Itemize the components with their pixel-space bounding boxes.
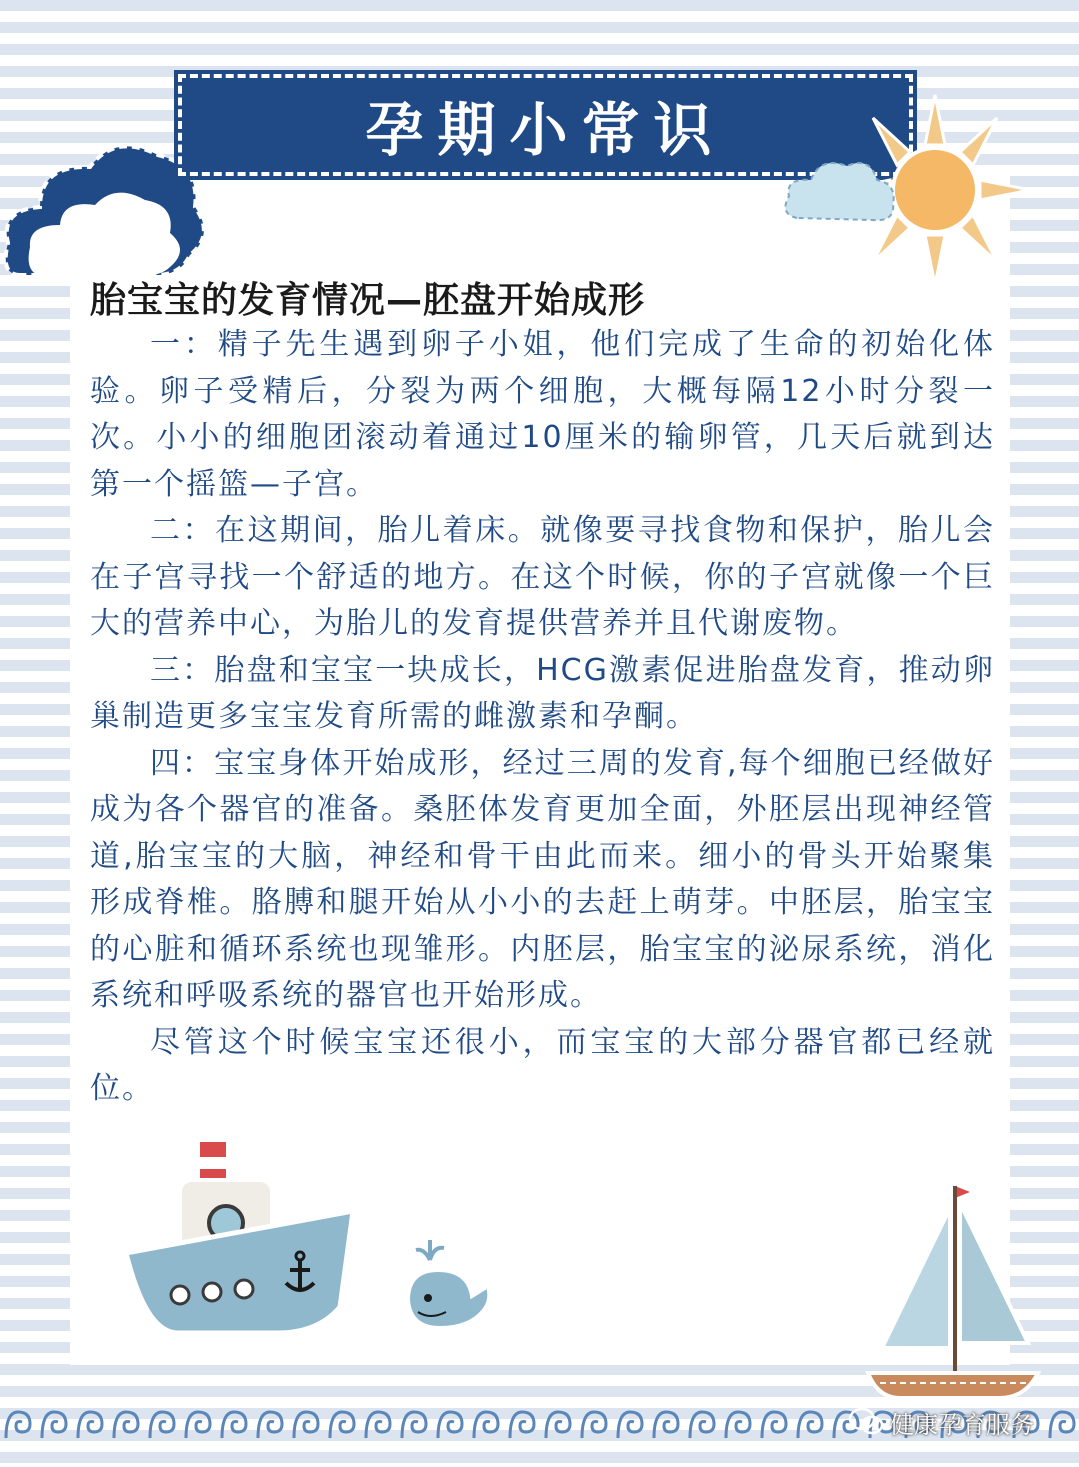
sailboat-icon <box>860 1178 1045 1403</box>
whale-icon <box>400 1240 500 1335</box>
article-heading: 胎宝宝的发育情况—胚盘开始成形 <box>90 280 646 321</box>
paragraph-1: 一：精子先生遇到卵子小姐，他们完成了生命的初始化体验。卵子受精后，分裂为两个细胞，大概每隔12小时分裂一次。小小的细胞团滚动着通过10厘米的输卵管，几天后就到达第一个摇篮—子宫。 <box>90 327 995 502</box>
wechat-icon <box>848 1407 884 1437</box>
ship-icon <box>118 1135 363 1340</box>
watermark-text: 健康孕育服务 <box>890 1410 1034 1439</box>
watermark <box>848 1402 1034 1442</box>
paragraph-4: 四：宝宝身体开始成形，经过三周的发育,每个细胞已经做好成为各个器官的准备。桑胚体发育更加全面，外胚层出现神经管道,胎宝宝的大脑，神经和骨干由此而来。细小的骨头开始聚集形成脊椎。胳膊和腿开始从小小的去赶上萌芽。中胚层，胎宝宝的心脏和循环系统也现雏形。内胚层，胎宝宝的泌尿系统，消化系统和呼吸系统的器官也开始形成。 <box>90 745 995 1013</box>
article-body <box>90 322 995 1113</box>
sun-icon <box>775 78 1030 278</box>
paragraph-3: 三：胎盘和宝宝一块成长，HCG激素促进胎盘发育，推动卵巢制造更多宝宝发育所需的雌激素和孕酮。 <box>90 652 995 734</box>
paragraph-5: 尽管这个时候宝宝还很小，而宝宝的大部分器官都已经就位。 <box>90 1024 995 1106</box>
banner-title: 孕期小常识 <box>365 96 726 164</box>
paragraph-2: 二：在这期间，胎儿着床。就像要寻找食物和保护，胎儿会在子宫寻找一个舒适的地方。在这个时候，你的子宫就像一个巨大的营养中心，为胎儿的发育提供营养并且代谢废物。 <box>90 513 995 641</box>
